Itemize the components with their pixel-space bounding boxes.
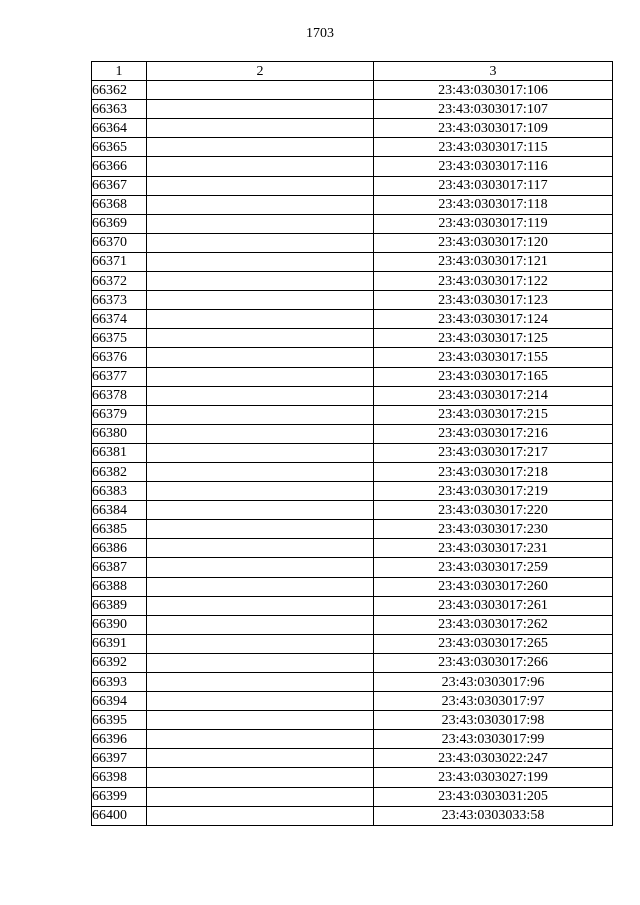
table-header-row xyxy=(92,62,613,81)
cadastral-number-cell: 23:43:0303017:107 xyxy=(374,100,613,119)
table-row xyxy=(92,596,613,615)
row-number-cell: 66400 xyxy=(92,806,147,825)
empty-cell xyxy=(147,692,374,711)
empty-cell xyxy=(147,615,374,634)
empty-cell xyxy=(147,310,374,329)
row-number-cell: 66381 xyxy=(92,443,147,462)
row-number-cell: 66372 xyxy=(92,272,147,291)
cadastral-number-cell: 23:43:0303017:99 xyxy=(374,730,613,749)
empty-cell xyxy=(147,577,374,596)
row-number-cell: 66367 xyxy=(92,176,147,195)
table-row xyxy=(92,272,613,291)
table-row xyxy=(92,539,613,558)
row-number-cell: 66384 xyxy=(92,501,147,520)
empty-cell xyxy=(147,806,374,825)
row-number-cell: 66386 xyxy=(92,539,147,558)
cadastral-number-cell: 23:43:0303033:58 xyxy=(374,806,613,825)
table-row xyxy=(92,577,613,596)
cadastral-number-cell: 23:43:0303017:220 xyxy=(374,501,613,520)
table-row xyxy=(92,214,613,233)
empty-cell xyxy=(147,157,374,176)
table-row xyxy=(92,81,613,100)
row-number-cell: 66385 xyxy=(92,520,147,539)
table-row xyxy=(92,462,613,481)
row-number-cell: 66398 xyxy=(92,768,147,787)
table-row xyxy=(92,730,613,749)
table-row xyxy=(92,615,613,634)
cadastral-number-cell: 23:43:0303017:219 xyxy=(374,482,613,501)
empty-cell xyxy=(147,214,374,233)
empty-cell xyxy=(147,405,374,424)
table-row xyxy=(92,233,613,252)
table-row xyxy=(92,405,613,424)
table-row xyxy=(92,348,613,367)
row-number-cell: 66376 xyxy=(92,348,147,367)
cadastral-number-cell: 23:43:0303017:117 xyxy=(374,176,613,195)
cadastral-number-cell: 23:43:0303017:98 xyxy=(374,711,613,730)
cadastral-number-cell: 23:43:0303017:124 xyxy=(374,310,613,329)
row-number-cell: 66391 xyxy=(92,634,147,653)
empty-cell xyxy=(147,749,374,768)
table-row xyxy=(92,443,613,462)
row-number-cell: 66377 xyxy=(92,367,147,386)
empty-cell xyxy=(147,443,374,462)
table-row xyxy=(92,653,613,672)
row-number-cell: 66369 xyxy=(92,214,147,233)
cadastral-number-cell: 23:43:0303017:155 xyxy=(374,348,613,367)
empty-cell xyxy=(147,100,374,119)
empty-cell xyxy=(147,291,374,310)
table-row xyxy=(92,673,613,692)
empty-cell xyxy=(147,367,374,386)
row-number-cell: 66392 xyxy=(92,653,147,672)
empty-cell xyxy=(147,272,374,291)
row-number-cell: 66383 xyxy=(92,482,147,501)
table-row xyxy=(92,386,613,405)
row-number-cell: 66379 xyxy=(92,405,147,424)
column-header-2: 2 xyxy=(147,62,374,81)
table-row xyxy=(92,176,613,195)
cadastral-number-cell: 23:43:0303017:120 xyxy=(374,233,613,252)
row-number-cell: 66390 xyxy=(92,615,147,634)
row-number-cell: 66399 xyxy=(92,787,147,806)
cadastral-number-cell: 23:43:0303017:106 xyxy=(374,81,613,100)
empty-cell xyxy=(147,329,374,348)
empty-cell xyxy=(147,558,374,577)
table-row xyxy=(92,711,613,730)
empty-cell xyxy=(147,119,374,138)
table-row xyxy=(92,692,613,711)
cadastral-number-cell: 23:43:0303031:205 xyxy=(374,787,613,806)
table-row xyxy=(92,138,613,157)
empty-cell xyxy=(147,539,374,558)
cadastral-number-cell: 23:43:0303017:121 xyxy=(374,252,613,271)
row-number-cell: 66368 xyxy=(92,195,147,214)
empty-cell xyxy=(147,233,374,252)
row-number-cell: 66364 xyxy=(92,119,147,138)
empty-cell xyxy=(147,787,374,806)
empty-cell xyxy=(147,596,374,615)
cadastral-number-cell: 23:43:0303017:165 xyxy=(374,367,613,386)
cadastral-number-cell: 23:43:0303017:214 xyxy=(374,386,613,405)
empty-cell xyxy=(147,482,374,501)
column-header-3: 3 xyxy=(374,62,613,81)
table-row xyxy=(92,100,613,119)
row-number-cell: 66370 xyxy=(92,233,147,252)
empty-cell xyxy=(147,768,374,787)
table-row xyxy=(92,195,613,214)
row-number-cell: 66394 xyxy=(92,692,147,711)
cadastral-number-cell: 23:43:0303017:218 xyxy=(374,462,613,481)
table-row xyxy=(92,482,613,501)
cadastral-number-cell: 23:43:0303017:97 xyxy=(374,692,613,711)
table-body xyxy=(92,81,613,826)
empty-cell xyxy=(147,424,374,443)
row-number-cell: 66396 xyxy=(92,730,147,749)
table-row xyxy=(92,501,613,520)
cadastral-number-cell: 23:43:0303022:247 xyxy=(374,749,613,768)
table-row xyxy=(92,310,613,329)
table-row xyxy=(92,329,613,348)
row-number-cell: 66371 xyxy=(92,252,147,271)
cadastral-number-cell: 23:43:0303027:199 xyxy=(374,768,613,787)
table-row xyxy=(92,768,613,787)
cadastral-number-cell: 23:43:0303017:123 xyxy=(374,291,613,310)
row-number-cell: 66373 xyxy=(92,291,147,310)
empty-cell xyxy=(147,386,374,405)
cadastral-number-cell: 23:43:0303017:259 xyxy=(374,558,613,577)
row-number-cell: 66387 xyxy=(92,558,147,577)
row-number-cell: 66382 xyxy=(92,462,147,481)
cadastral-number-cell: 23:43:0303017:231 xyxy=(374,539,613,558)
table-row xyxy=(92,806,613,825)
row-number-cell: 66375 xyxy=(92,329,147,348)
empty-cell xyxy=(147,501,374,520)
empty-cell xyxy=(147,195,374,214)
row-number-cell: 66366 xyxy=(92,157,147,176)
table-row xyxy=(92,157,613,176)
cadastral-number-cell: 23:43:0303017:116 xyxy=(374,157,613,176)
empty-cell xyxy=(147,653,374,672)
cadastral-number-cell: 23:43:0303017:96 xyxy=(374,673,613,692)
cadastral-number-cell: 23:43:0303017:119 xyxy=(374,214,613,233)
cadastral-number-cell: 23:43:0303017:217 xyxy=(374,443,613,462)
cadastral-number-cell: 23:43:0303017:115 xyxy=(374,138,613,157)
empty-cell xyxy=(147,730,374,749)
cadastral-number-cell: 23:43:0303017:125 xyxy=(374,329,613,348)
table-row xyxy=(92,787,613,806)
table-row xyxy=(92,634,613,653)
table-row xyxy=(92,749,613,768)
empty-cell xyxy=(147,81,374,100)
cadastral-number-cell: 23:43:0303017:266 xyxy=(374,653,613,672)
table-row xyxy=(92,252,613,271)
row-number-cell: 66362 xyxy=(92,81,147,100)
cadastral-number-cell: 23:43:0303017:265 xyxy=(374,634,613,653)
cadastral-number-cell: 23:43:0303017:260 xyxy=(374,577,613,596)
row-number-cell: 66378 xyxy=(92,386,147,405)
empty-cell xyxy=(147,462,374,481)
cadastral-number-cell: 23:43:0303017:109 xyxy=(374,119,613,138)
empty-cell xyxy=(147,634,374,653)
page-number: 1703 xyxy=(306,26,334,41)
cadastral-number-cell: 23:43:0303017:118 xyxy=(374,195,613,214)
cadastral-number-cell: 23:43:0303017:216 xyxy=(374,424,613,443)
empty-cell xyxy=(147,673,374,692)
row-number-cell: 66380 xyxy=(92,424,147,443)
table-row xyxy=(92,291,613,310)
empty-cell xyxy=(147,348,374,367)
table-row xyxy=(92,558,613,577)
column-header-1: 1 xyxy=(92,62,147,81)
cadastral-number-cell: 23:43:0303017:122 xyxy=(374,272,613,291)
table-row xyxy=(92,367,613,386)
table-row xyxy=(92,424,613,443)
empty-cell xyxy=(147,176,374,195)
data-table xyxy=(91,61,613,826)
row-number-cell: 66397 xyxy=(92,749,147,768)
empty-cell xyxy=(147,520,374,539)
cadastral-number-cell: 23:43:0303017:215 xyxy=(374,405,613,424)
table-row xyxy=(92,119,613,138)
empty-cell xyxy=(147,252,374,271)
row-number-cell: 66374 xyxy=(92,310,147,329)
row-number-cell: 66363 xyxy=(92,100,147,119)
cadastral-number-cell: 23:43:0303017:262 xyxy=(374,615,613,634)
row-number-cell: 66393 xyxy=(92,673,147,692)
cadastral-number-cell: 23:43:0303017:261 xyxy=(374,596,613,615)
row-number-cell: 66395 xyxy=(92,711,147,730)
row-number-cell: 66365 xyxy=(92,138,147,157)
cadastral-number-cell: 23:43:0303017:230 xyxy=(374,520,613,539)
empty-cell xyxy=(147,138,374,157)
row-number-cell: 66389 xyxy=(92,596,147,615)
empty-cell xyxy=(147,711,374,730)
row-number-cell: 66388 xyxy=(92,577,147,596)
table-row xyxy=(92,520,613,539)
